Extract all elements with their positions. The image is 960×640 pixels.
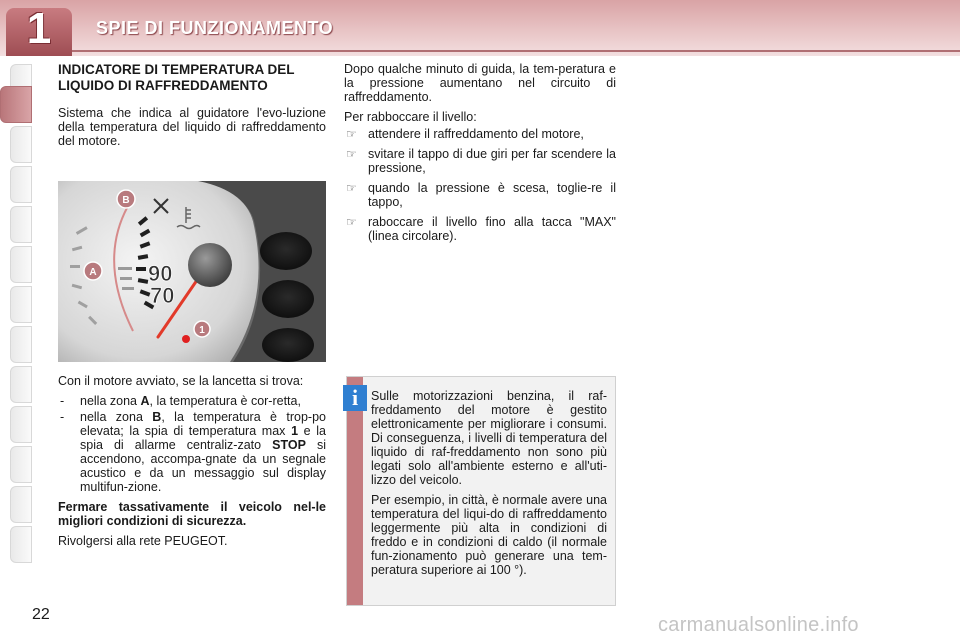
info-icon: i xyxy=(343,385,367,411)
header-rule xyxy=(70,50,960,52)
section-title: SPIE DI FUNZIONAMENTO xyxy=(96,18,334,38)
svg-text:B: B xyxy=(122,195,130,206)
list-item: - nella zona B, la temperatura è trop-po elevata; la spia di temperatura max 1 e la spia di allarme centraliz-zato STOP si accendono, accompa-gnate da un segnale acustico e da un messaggio sul display multifun-zione. xyxy=(60,410,326,494)
gauge-label-90: 90 xyxy=(148,261,173,286)
info-paragraph: Sulle motorizzazioni benzina, il raf-freddamento del motore è gestito elettronicamente per migliorare i consumi. Di conseguenza, i livelli di temperatura del liquido di raf-freddamento non sono più legati solo all'ambiente esterno e all'uti-lizzo del veicolo. xyxy=(371,389,607,487)
info-bar xyxy=(347,377,363,605)
left-column-lower xyxy=(58,374,326,554)
info-box xyxy=(346,376,616,606)
chapter-number: 1 xyxy=(26,4,52,53)
pointing-hand-icon: ☞ xyxy=(346,127,357,141)
side-tab[interactable] xyxy=(10,526,32,563)
dashboard-vent xyxy=(262,280,314,318)
pressure-paragraph: Dopo qualche minuto di guida, la tem-peratura e la pressione aumentano nel circuito di raffreddamento. xyxy=(344,62,616,104)
top-up-steps xyxy=(344,127,616,243)
list-item: ☞ attendere il raffreddamento del motore, xyxy=(346,127,584,141)
side-tab[interactable] xyxy=(10,166,32,203)
svg-text:1: 1 xyxy=(199,325,205,336)
list-item: ☞ svitare il tappo di due giri per far scendere la pressione, xyxy=(346,147,616,175)
side-tab[interactable] xyxy=(10,326,32,363)
side-tab[interactable] xyxy=(10,406,32,443)
list-item: ☞ raboccare il livello fino alla tacca "MAX" (linea circolare). xyxy=(346,215,616,243)
side-tab[interactable] xyxy=(10,246,32,283)
needle-lead: Con il motore avviato, se la lancetta si trova: xyxy=(58,374,304,388)
dashboard-vent xyxy=(262,328,314,362)
svg-text:A: A xyxy=(89,267,97,278)
marker-b xyxy=(117,190,135,208)
watermark: carmanualsonline.info xyxy=(658,614,859,636)
side-tab[interactable] xyxy=(10,446,32,483)
info-text xyxy=(371,389,607,583)
zone-list xyxy=(58,394,326,494)
dealer-contact: Rivolgersi alla rete PEUGEOT. xyxy=(58,534,228,548)
right-column xyxy=(344,62,616,249)
side-tab[interactable] xyxy=(10,486,32,523)
list-item: - nella zona A, la temperatura è cor-retta, xyxy=(60,394,301,408)
temperature-gauge-photo xyxy=(58,181,326,362)
side-tab[interactable] xyxy=(10,206,32,243)
gauge-hub xyxy=(188,243,232,287)
side-tab[interactable] xyxy=(10,126,32,163)
marker-a xyxy=(84,262,102,280)
pointing-hand-icon: ☞ xyxy=(346,215,357,229)
section-heading: INDICATORE DI TEMPERATURA DEL LIQUIDO DI RAFFREDDAMENTO xyxy=(58,62,295,93)
side-tab[interactable] xyxy=(10,286,32,323)
dashboard-vent xyxy=(260,232,312,270)
side-tab-strip xyxy=(0,64,34,574)
side-tab-active[interactable] xyxy=(0,86,32,123)
marker-1 xyxy=(194,321,210,337)
pointing-hand-icon: ☞ xyxy=(346,147,357,161)
intro-paragraph: Sistema che indica al guidatore l'evo-luzione della temperatura del liquido di raffreddamento del motore. xyxy=(58,106,326,148)
info-paragraph: Per esempio, in città, è normale avere una temperatura del liqui-do di raffreddamento leggermente più alta in condizioni di freddo e in condizioni di caldo (il normale fun-zionamento può generare una tem-peratura superiore ai 100 °). xyxy=(371,493,607,577)
side-tab[interactable] xyxy=(10,366,32,403)
page-number: 22 xyxy=(32,606,50,623)
list-item: ☞ quando la pressione è scesa, toglie-re il tappo, xyxy=(346,181,616,209)
top-up-lead: Per rabboccare il livello: xyxy=(344,110,477,124)
gauge-label-70: 70 xyxy=(150,283,175,308)
pointing-hand-icon: ☞ xyxy=(346,181,357,195)
max-temperature-warning-lamp xyxy=(182,335,190,343)
left-column xyxy=(58,62,326,154)
safety-warning: Fermare tassativamente il veicolo nel-le migliori condizioni di sicurezza. xyxy=(58,500,326,528)
